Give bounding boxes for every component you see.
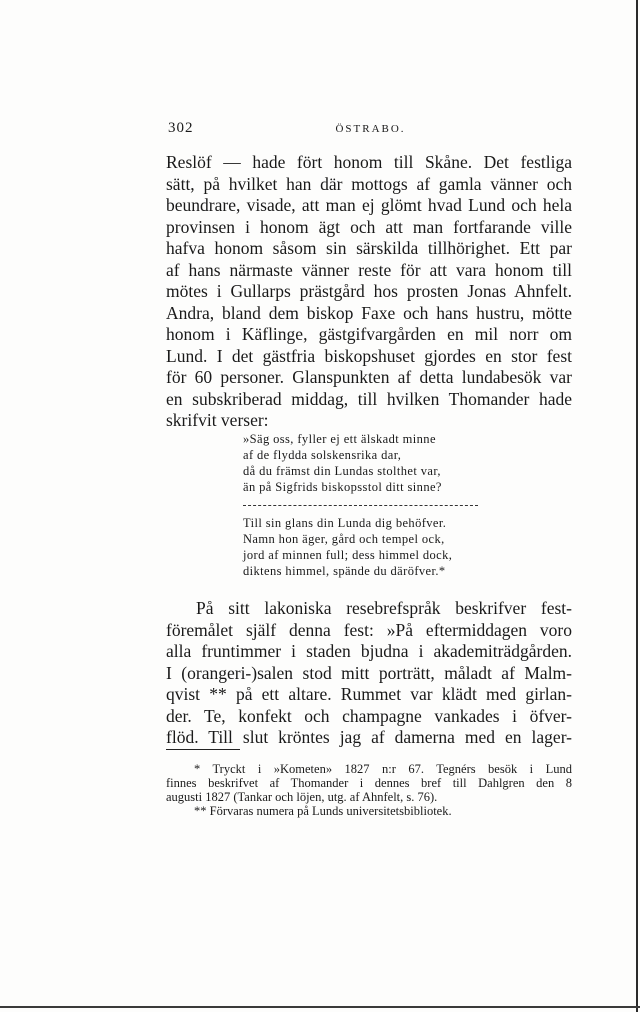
text-line: Lund. I det gästfria biskopshuset gjordes en stor fest [166,345,572,366]
poem-stanza-1 [243,431,493,495]
paragraph-2 [166,598,572,749]
verse-line: »Säg oss, fyller ej ett älskadt minne [243,432,436,446]
text-line: för 60 personer. Glanspunkten af detta lundabesök var [166,367,572,387]
page-number: 302 [168,120,194,136]
text-line: skrifvit verser: [166,410,269,430]
verse-line: af de flydda solskensrika dar, [243,448,402,462]
text-line: af hans närmaste vänner reste för att vara honom till [166,259,572,280]
poem-dashed-divider [243,505,478,506]
text-line: alla fruntimmer i staden bjudna i akademiträdgården. [166,641,572,661]
footnote-line: * Tryckt i »Kometen» 1827 n:r 67. Tegnérs besök i Lund [194,762,572,776]
paragraph-1 [166,152,572,432]
verse-line: då du främst din Lundas stolthet var, [243,464,441,478]
page-header [168,120,573,138]
footnote-line: finnes beskrifvet af Thomander i dennes bref till Dahlgren den 8 [166,776,572,790]
text-line: qvist ** på ett altare. Rummet var klädt med girlan- [166,684,572,704]
footnote-divider [166,749,240,750]
text-line: sätt, på hvilket han där mottogs af gamla vänner och [166,173,572,194]
verse-line: Namn hon äger, gård och tempel ock, [243,532,445,546]
text-line: Andra, bland dem biskop Faxe och hans hustru, mötte [166,302,572,323]
verse-line: jord af minnen full; dess himmel dock, [243,548,453,562]
text-line: flöd. Till slut kröntes jag af damerna med en lager- [166,727,572,747]
poem-stanza-2 [243,515,493,579]
text-line: honom i Käflinge, gästgifvargården en mil norr om [166,324,572,344]
footnote-line: augusti 1827 (Tankar och löjen, utg. af Ahnfelt, s. 76). [166,790,438,804]
text-line: der. Te, konfekt och champagne vankades i öfver- [166,705,572,726]
footnotes [166,762,572,818]
verse-line: Till sin glans din Lunda dig behöfver. [243,516,447,530]
running-title: ÖSTRABO. [335,123,406,135]
text-line: föremålet själf denna fest: »På eftermiddagen voro [166,619,572,640]
text-line: mötes i Gullarps prästgård hos prosten Jonas Ahnfelt. [166,281,572,301]
text-line: hafva honom såsom sin särskilda tillhörighet. Ett par [166,238,572,258]
page-edge-right [636,0,638,1012]
text-line: På sitt lakoniska resebrefspråk beskrifver fest- [196,598,572,618]
verse-line: än på Sigfrids biskopsstol ditt sinne? [243,480,442,494]
text-line: provinsen i honom ägt och att man fortfarande ville [166,216,572,237]
verse-line: diktens himmel, spände du däröfver.* [243,564,446,578]
text-line: beundrare, visade, att man ej glömt hvad Lund och hela [166,195,572,215]
text-line: I (orangeri-)salen stod mitt porträtt, måladt af Malm- [166,662,572,683]
page-edge-bottom [0,1006,640,1008]
text-line: Reslöf — hade fört honom till Skåne. Det festliga [166,152,572,172]
text-line: en subskriberad middag, till hvilken Thomander hade [166,388,572,409]
footnote-line: ** Förvaras numera på Lunds universitetsbibliotek. [194,804,452,818]
